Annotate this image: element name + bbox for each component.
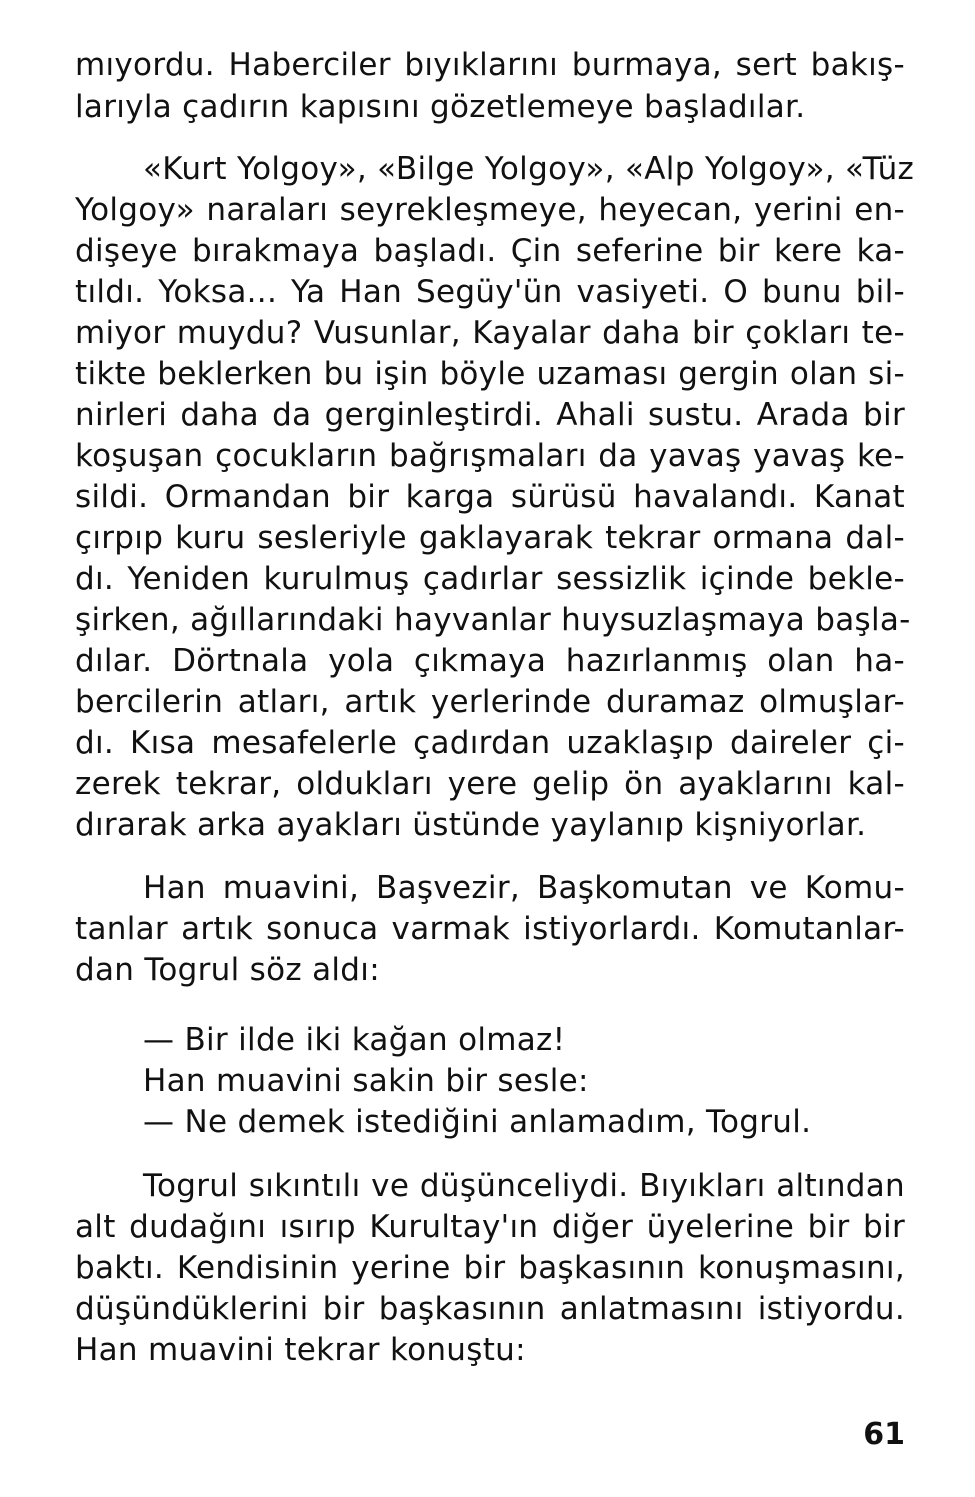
text-line: tanlar artık sonuca varmak istiyorlardı. Komutanlar-	[75, 911, 905, 947]
text-line: Han muavini, Başvezir, Başkomutan ve Komu-	[143, 870, 905, 906]
text-line: tikte beklerken bu işin böyle uzaması gergin olan si-	[75, 356, 905, 392]
text-line: çırpıp kuru sesleriyle gaklayarak tekrar ormana dal-	[75, 520, 905, 556]
text-line: «Kurt Yolgoy», «Bilge Yolgoy», «Alp Yolgoy», «Tüz	[143, 151, 915, 187]
text-line: Togrul sıkıntılı ve düşünceliydi. Bıyıkları altından	[143, 1168, 905, 1204]
text-line: tıldı. Yoksa... Ya Han Següy'ün vasiyeti. O bunu bil-	[75, 274, 905, 310]
text-line: mıyordu. Haberciler bıyıklarını burmaya, sert bakış-	[75, 47, 905, 83]
dialogue-line: — Ne demek istediğini anlamadım, Togrul.	[143, 1104, 812, 1140]
text-line: baktı. Kendisinin yerine bir başkasının konuşmasını,	[75, 1250, 905, 1286]
text-line: bercilerin atları, artık yerlerinde duramaz olmuşlar-	[75, 684, 905, 720]
text-line: nirleri daha da gerginleştirdi. Ahali sustu. Arada bir	[75, 397, 905, 433]
text-line: koşuşan çocukların bağrışmaları da yavaş yavaş ke-	[75, 438, 905, 474]
text-line: dılar. Dörtnala yola çıkmaya hazırlanmış olan ha-	[75, 643, 905, 679]
text-line: Yolgoy» naraları seyrekleşmeye, heyecan, yerini en-	[75, 192, 905, 228]
text-line: larıyla çadırın kapısını gözetlemeye başladılar.	[75, 89, 806, 125]
text-line: Han muavini tekrar konuştu:	[75, 1332, 526, 1368]
text-line: miyor muydu? Vusunlar, Kayalar daha bir çokları te-	[75, 315, 905, 351]
text-line: dı. Yeniden kurulmuş çadırlar sessizlik içinde bekle-	[75, 561, 905, 597]
text-line: düşündüklerini bir başkasının anlatmasını istiyordu.	[75, 1291, 905, 1327]
page-number: 61	[863, 1417, 905, 1452]
text-line: dişeye bırakmaya başladı. Çin seferine bir kere ka-	[75, 233, 905, 269]
text-line: sildi. Ormandan bir karga sürüsü havalandı. Kanat	[75, 479, 905, 515]
text-line: dırarak arka ayakları üstünde yaylanıp kişniyorlar.	[75, 807, 867, 843]
text-line: şirken, ağıllarındaki hayvanlar huysuzlaşmaya başla-	[75, 602, 911, 638]
text-line: dan Togrul söz aldı:	[75, 952, 380, 988]
text-line: alt dudağını ısırıp Kurultay'ın diğer üyelerine bir bir	[75, 1209, 905, 1245]
text-line: zerek tekrar, oldukları yere gelip ön ayaklarını kal-	[75, 766, 905, 802]
dialogue-line: Han muavini sakin bir sesle:	[143, 1063, 589, 1099]
dialogue-line: — Bir ilde iki kağan olmaz!	[143, 1022, 566, 1058]
text-line: dı. Kısa mesafelerle çadırdan uzaklaşıp daireler çi-	[75, 725, 905, 761]
